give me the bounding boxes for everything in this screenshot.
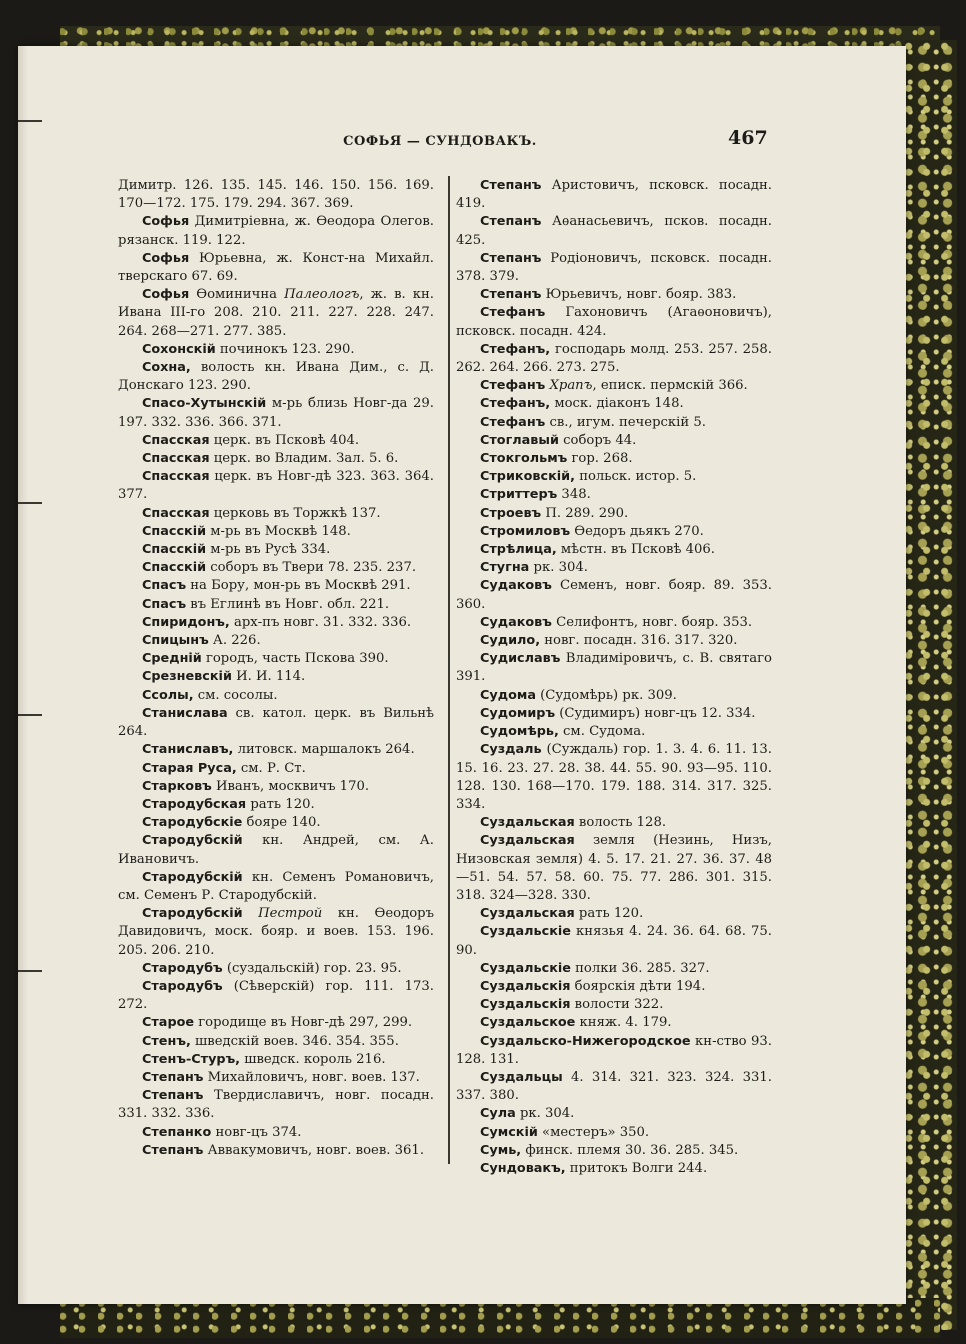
entry-text: церковь въ Торжкѣ 137. [209,505,381,521]
entry-headword: Степанъ [480,214,542,230]
entry-headword: Средній [142,651,202,667]
index-entry [456,1069,772,1105]
entry-text: П. 289. 290. [541,505,629,521]
entry-headword: Стародубскіе [142,815,243,831]
entry-text: см. сосолы. [193,687,278,703]
entry-headword: Срезневскій [142,669,232,685]
index-entry [118,1014,434,1032]
index-column-right [456,177,772,1178]
entry-headword: Стромиловъ [480,523,571,539]
index-entry [118,286,434,341]
entry-headword: Судило, [480,633,541,649]
index-entry [118,177,434,213]
entry-text: Иванъ, москвичъ 170. [211,778,370,794]
entry-text: земля (Незинь, Низъ, Низовская земля) 4. 5. 17. 21. 27. 36. 37. 48—51. 54. 57. 58. 60. 75. 77. 286. 301. 315. 318. 324—328. 330. [456,833,772,903]
entry-italic: Пестрой [258,906,323,922]
entry-text: литовск. маршалокъ 264. [233,742,415,758]
entry-headword: Спасская [142,505,210,521]
index-entry [456,1033,772,1069]
index-entry [118,650,434,668]
entry-text: мѣстн. въ Псковѣ 406. [556,542,715,558]
entry-headword: Спасская [142,469,210,485]
entry-text: князья 4. 24. 36. 64. 68. 75. 90. [456,924,772,958]
index-entry [456,505,772,523]
entry-text: (Судимиръ) новг-цъ 12. 334. [555,705,756,721]
entry-headword: Стефанъ, [480,396,551,412]
entry-text: рать 120. [246,796,315,812]
entry-text: Твердиславичъ, новг. посадн. 331. 332. 336. [118,1088,434,1122]
entry-headword: Старое [142,1015,195,1031]
index-entry [118,1087,434,1123]
index-entry [118,796,434,814]
entry-text: Димитріевна, ж. Ѳеодора Олегов. рязанск. 119. 122. [118,214,434,248]
index-entry [456,723,772,741]
page-gutter [18,46,28,1304]
entry-headword: Судиславъ [480,651,561,667]
index-entry [456,614,772,632]
entry-text: «местеръ» 350. [537,1124,650,1140]
index-entry [118,814,434,832]
index-entry [118,341,434,359]
index-entry [456,1160,772,1178]
entry-text: кн. Ѳеодоръ Давидовичъ, моск. бояр. и воев. 153. 196. 205. 206. 210. [118,906,434,958]
entry-text: бояре 140. [242,815,321,831]
entry-text: рать 120. [574,906,644,922]
index-entry [118,778,434,796]
index-entry [456,705,772,723]
index-entry [456,577,772,613]
entry-text: моск. діаконъ 148. [550,396,684,412]
entry-text: Ѳоминична [189,287,285,303]
entry-headword: Стефанъ [480,305,546,321]
index-entry [118,596,434,614]
entry-text: Димитр. 126. 135. 145. 146. 150. 156. 169. 170—172. 175. 179. 294. 367. 369. [118,178,434,212]
entry-text: волость кн. Ивана Дим., с. Д. Донскаго 123. 290. [118,360,434,394]
entry-text: шведскій воев. 346. 354. 355. [190,1033,399,1049]
entry-text: Аѳанасьевичъ, псков. посадн. 425. [456,214,772,248]
entry-text: (Сѣверскій) гор. 111. 173. 272. [118,978,434,1013]
index-entry [456,832,772,905]
entry-text: св. катол. церк. въ Вильнѣ 264. [118,705,434,740]
entry-headword: Степанъ [142,1069,204,1085]
entry-headword: Суздальское [480,1015,576,1031]
entry-text: церк. въ Псковѣ 404. [209,432,360,448]
entry-headword: Сумскій [480,1124,538,1140]
index-entry [456,486,772,504]
index-entry [118,687,434,705]
entry-headword: Суздальскіе [480,960,571,976]
entry-headword: Судомѣрь, [480,724,559,740]
index-entry [456,1014,772,1032]
index-entry [456,1105,772,1123]
index-entry [456,177,772,213]
entry-text: Юрьевичъ, новг. бояр. 383. [541,287,737,303]
index-entry [118,213,434,249]
entry-headword: Суздальскіе [480,924,571,940]
entry-text: соборъ въ Твери 78. 235. 237. [206,560,417,576]
index-entry [456,905,772,923]
entry-text: на Бору, мон-рь въ Москвѣ 291. [186,578,411,594]
index-entry [456,432,772,450]
index-entry [456,1124,772,1142]
entry-headword: Спиридонъ, [142,614,230,630]
entry-text: кн. Андрей, см. А. Ивановичъ. [118,833,434,867]
index-entry [118,741,434,759]
index-entry [118,523,434,541]
entry-headword: Стенъ-Стуръ, [142,1051,241,1067]
index-entry [456,559,772,577]
index-entry [456,468,772,486]
index-entry [456,650,772,686]
entry-headword: Стриттеръ [480,487,558,503]
entry-headword: Строевъ [480,505,542,521]
entry-headword: Степанъ [142,1142,204,1158]
entry-text: см. Р. Ст. [236,760,306,776]
entry-headword: Спасскій [142,523,207,539]
marbled-cover-edge [905,40,957,1330]
index-entry [456,996,772,1014]
index-entry [118,250,434,286]
entry-text: кн-ство 93. 128. 131. [456,1033,772,1067]
entry-headword: Спасъ [142,578,187,594]
index-entry [118,395,434,431]
entry-headword: Софья [142,287,190,303]
running-head: СОФЬЯ — СУНДОВАКЪ. [343,134,537,149]
index-entry [118,1033,434,1051]
entry-headword: Стародубскій [142,869,243,885]
entry-text: соборъ 44. [558,432,637,448]
index-entry [456,814,772,832]
entry-text: Родіоновичъ, псковск. посадн. 378. 379. [456,250,772,285]
entry-text: Владиміровичъ, с. В. святаго 391. [456,651,772,685]
entry-text: княж. 4. 179. [575,1015,672,1031]
entry-text: рк. 304. [515,1106,575,1122]
entry-headword: Стефанъ [480,414,546,430]
index-entry [118,832,434,868]
entry-headword: Станислава [142,705,228,721]
entry-headword: Сохонскій [142,341,216,357]
entry-headword: Стефанъ [480,378,546,394]
index-entry [118,1069,434,1087]
index-entry [456,250,772,286]
entry-text: (Судомѣрь) рк. 309. [535,687,677,703]
entry-headword: Стародубскій [142,906,243,922]
entry-text: волость 128. [574,815,667,831]
entry-text: 348. [557,487,591,503]
index-entry [118,905,434,960]
entry-headword: Суздальскія [480,997,571,1013]
entry-text: городище въ Новг-дѣ 297, 299. [194,1015,413,1031]
entry-headword: Суздальско-Нижегородское [480,1033,691,1049]
entry-text: шведск. король 216. [240,1051,386,1067]
entry-text: см. Судома. [558,724,646,740]
entry-headword: Стародубъ [142,960,223,976]
entry-text: притокъ Волги 244. [565,1160,708,1176]
entry-text: Аристовичъ, псковск. посадн. 419. [456,178,772,212]
entry-text: м-рь въ Москвѣ 148. [206,523,351,539]
index-entry [118,1051,434,1069]
entry-text: (Суждаль) гор. 1. 3. 4. 6. 11. 13. 15. 16. 23. 27. 28. 38. 44. 55. 90. 93—95. 110. 128. 130. 168—170. 179. 188. 314. 317. 325. 334. [456,742,772,812]
entry-headword: Спасъ [142,596,187,612]
entry-text: , еписк. пермскій 366. [592,378,748,394]
entry-text: Аввакумовичъ, новг. воев. 361. [203,1142,425,1158]
entry-text: польск. истор. 5. [575,469,697,485]
page-number: 467 [728,127,768,149]
entry-headword: Суздальская [480,815,575,831]
entry-headword: Старковъ [142,778,212,794]
entry-headword: Суздаль [480,742,542,758]
entry-text: св., игум. печерскій 5. [545,414,706,430]
entry-headword: Спасо-Хутынскій [142,396,267,412]
entry-text: м-рь въ Русѣ 334. [206,542,331,558]
entry-headword: Степанъ [480,250,542,266]
index-entry [118,450,434,468]
entry-text: полки 36. 285. 327. [570,960,710,976]
index-entry [456,923,772,959]
entry-text: И. И. 114. [231,669,306,685]
entry-text: боярскія дѣти 194. [570,978,706,994]
entry-headword: Степанъ [142,1088,204,1104]
index-entry [118,978,434,1014]
entry-text: церк. въ Новг-дѣ 323. 363. 364. 377. [118,469,434,503]
entry-headword: Стародубскій [142,833,243,849]
entry-text: финск. племя 30. 36. 285. 345. [521,1142,739,1158]
entry-headword: Степанъ [480,287,542,303]
entry-headword: Судомиръ [480,705,556,721]
index-entry [118,577,434,595]
entry-headword: Степанко [142,1124,212,1140]
entry-text: городъ, часть Пскова 390. [201,651,389,667]
entry-text: Семенъ, новг. бояр. 89. 353. 360. [456,578,772,612]
entry-text: Ѳедоръ дьякъ 270. [570,523,704,539]
entry-headword: Станиславъ, [142,742,234,758]
index-column-left [118,177,434,1160]
index-entry [118,632,434,650]
entry-headword: Софья [142,214,190,230]
entry-text: м-рь близь Новг-да 29. 197. 332. 336. 366. 371. [118,396,434,430]
entry-headword: Сула [480,1106,516,1122]
index-entry [118,869,434,905]
entry-text: волости 322. [570,997,664,1013]
entry-headword: Степанъ [480,178,542,193]
entry-text: , ж. в. кн. Ивана III-го 208. 210. 211. 227. 228. 247. 264. 268—271. 277. 385. [118,287,434,339]
entry-headword: Суздальскія [480,978,571,994]
index-entry [456,960,772,978]
column-divider [448,176,450,1164]
index-entry [456,414,772,432]
entry-text: рк. 304. [529,560,588,576]
index-entry [118,541,434,559]
index-entry [456,978,772,996]
index-entry [118,1124,434,1142]
entry-headword: Спасскій [142,542,207,558]
entry-text: новг. посадн. 316. 317. 320. [540,633,738,649]
binding-stitch [18,970,42,972]
index-entry [118,359,434,395]
entry-headword: Стародубъ [142,978,223,994]
entry-headword: Ссолы, [142,687,194,703]
index-entry [118,614,434,632]
entry-text: Селифонтъ, новг. бояр. 353. [551,614,753,630]
entry-text: А. 226. [208,633,261,649]
index-entry [456,341,772,377]
entry-headword: Сундовакъ, [480,1160,566,1176]
entry-headword: Стокгольмъ [480,451,568,467]
entry-text: Юрьевна, ж. Конст-на Михайл. тверскаго 67. 69. [118,250,434,285]
index-entry [118,505,434,523]
index-entry [456,687,772,705]
entry-headword: Софья [142,250,190,266]
index-entry [456,286,772,304]
index-entry [118,559,434,577]
entry-headword: Стефанъ, [480,341,551,357]
entry-text: починокъ 123. 290. [215,341,355,357]
entry-headword: Спасская [142,432,210,448]
marbled-cover-bottom [60,1298,940,1338]
index-entry [118,705,434,741]
entry-headword: Сумь, [480,1142,522,1158]
index-entry [456,450,772,468]
entry-headword: Спасская [142,451,210,467]
entry-headword: Судома [480,687,536,703]
binding-stitch [18,502,42,504]
entry-headword: Сохна, [142,360,191,376]
index-entry [118,1142,434,1160]
entry-headword: Судаковъ [480,578,552,594]
index-entry [118,668,434,686]
entry-headword: Суздальцы [480,1069,563,1085]
entry-text: гор. 268. [567,451,633,467]
entry-text: 4. 314. 321. 323. 324. 331. 337. 380. [456,1069,772,1104]
entry-text: новг-цъ 374. [211,1124,302,1140]
index-entry [456,213,772,249]
entry-text: (суздальскій) гор. 23. 95. [222,960,402,976]
entry-headword: Спасскій [142,560,207,576]
entry-headword: Старая Руса, [142,760,237,776]
index-entry [456,377,772,395]
index-entry [456,632,772,650]
index-entry [456,304,772,340]
entry-headword: Стриковскій, [480,469,575,485]
index-entry [456,395,772,413]
entry-text: Михайловичъ, новг. воев. 137. [203,1069,420,1085]
entry-headword: Суздальская [480,906,575,922]
entry-headword: Спицынъ [142,633,209,649]
entry-italic: Храпъ [549,378,593,394]
entry-text: въ Еглинѣ въ Новг. обл. 221. [186,596,390,612]
entry-headword: Судаковъ [480,614,552,630]
binding-stitch [18,120,42,122]
entry-text: кн. Семенъ Романовичъ, см. Семенъ Р. Стародубскій. [118,869,434,903]
binding-stitch [18,714,42,716]
index-entry [456,541,772,559]
index-entry [456,523,772,541]
entry-headword: Суздальская [480,833,575,849]
index-entry [118,432,434,450]
entry-headword: Стрѣлица, [480,542,557,558]
index-entry [456,741,772,814]
entry-text: арх-пъ новг. 31. 332. 336. [229,614,412,630]
index-entry [118,760,434,778]
index-entry [456,1142,772,1160]
index-entry [118,960,434,978]
entry-headword: Стародубская [142,796,247,812]
entry-headword: Стугна [480,560,530,576]
entry-text: господарь молд. 253. 257. 258. 262. 264. 266. 273. 275. [456,341,772,376]
entry-headword: Стоглавый [480,432,559,448]
entry-text [243,906,259,921]
entry-text: Гахоновичъ (Агаѳоновичъ), псковск. посадн. 424. [456,305,772,339]
index-entry [118,468,434,504]
entry-headword: Стенъ, [142,1033,191,1049]
entry-italic: Палеологъ [284,287,360,303]
entry-text: церк. во Владим. Зал. 5. 6. [209,451,399,467]
